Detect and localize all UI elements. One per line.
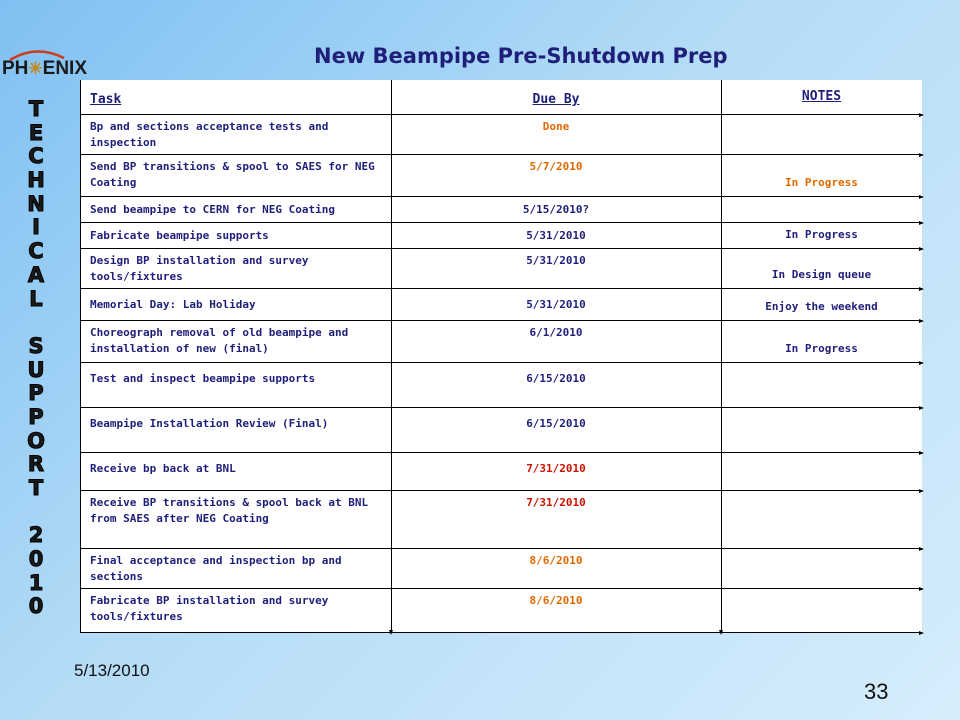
- banner-letter: H: [27, 168, 45, 193]
- table-row: [80, 196, 922, 223]
- banner-letter: L: [29, 286, 43, 311]
- task-cell: Send BP transitions & spool to SAES for NEG Coating: [90, 160, 375, 189]
- header-due-by: Due By: [532, 92, 580, 107]
- notes-cell: [721, 407, 922, 452]
- task-cell: Bp and sections acceptance tests and inspection: [90, 120, 329, 149]
- table-row: [80, 548, 922, 589]
- task-cell: Choreograph removal of old beampipe and installation of new (final): [90, 326, 349, 355]
- due-date-cell: 7/31/2010: [526, 462, 586, 475]
- table-row: [80, 407, 922, 453]
- due-date-cell: 5/31/2010: [526, 254, 586, 267]
- header-task: Task: [90, 92, 122, 107]
- banner-letter: R: [27, 452, 45, 477]
- banner-letter: C: [28, 144, 44, 169]
- phenix-logo: [2, 48, 92, 82]
- logo-wordmark: PH✳ENIX: [2, 58, 88, 79]
- column-divider: [391, 80, 392, 632]
- banner-letter: T: [28, 97, 44, 121]
- column-arrow-icon: [389, 630, 393, 635]
- notes-cell: [721, 490, 922, 548]
- notes-cell: In Design queue: [771, 268, 872, 281]
- task-cell: Design BP installation and survey tools/fixtures: [90, 254, 309, 283]
- task-table: [80, 80, 922, 632]
- banner-letter: 0: [28, 547, 44, 572]
- table-header-row: [80, 80, 922, 115]
- banner-letter: 2: [28, 523, 44, 548]
- table-row: [80, 362, 922, 408]
- due-date-cell: 5/31/2010: [526, 229, 586, 242]
- column-divider: [80, 80, 81, 632]
- notes-cell: [721, 362, 922, 407]
- due-date-cell: 5/7/2010: [529, 160, 583, 173]
- table-row: [80, 588, 922, 633]
- notes-cell: In Progress: [785, 342, 858, 355]
- task-cell: Test and inspect beampipe supports: [90, 372, 316, 385]
- banner-letter: 1: [28, 570, 44, 595]
- notes-cell: [721, 588, 922, 632]
- logo-star-icon: ✳: [28, 59, 43, 78]
- due-date-cell: 5/15/2010?: [522, 203, 590, 216]
- column-arrow-icon: [719, 630, 723, 635]
- due-date-cell: 8/6/2010: [529, 594, 583, 607]
- due-date-cell: Done: [542, 120, 570, 133]
- banner-letter: E: [28, 120, 44, 145]
- table-row: [80, 320, 922, 363]
- banner-letter: O: [27, 428, 45, 453]
- due-date-cell: 8/6/2010: [529, 554, 583, 567]
- banner-letter: N: [27, 191, 45, 216]
- footer-date: 5/13/2010: [74, 661, 150, 680]
- due-date-cell: 5/31/2010: [526, 298, 586, 311]
- notes-cell: In Progress: [785, 228, 858, 241]
- notes-cell: [721, 196, 922, 222]
- banner-letter: 0: [28, 594, 44, 619]
- notes-cell: [721, 114, 922, 154]
- table-row: [80, 222, 922, 249]
- banner-letter: S: [28, 333, 44, 358]
- task-cell: Final acceptance and inspection bp and sections: [90, 554, 342, 583]
- notes-cell: In Progress: [785, 176, 858, 189]
- notes-cell: [721, 452, 922, 490]
- banner-letter: P: [28, 404, 44, 429]
- page-number: 33: [864, 679, 889, 704]
- table-row: [80, 248, 922, 289]
- due-date-cell: 6/15/2010: [526, 417, 586, 430]
- task-cell: Receive BP transitions & spool back at BNL from SAES after NEG Coating: [90, 496, 369, 525]
- banner-letter: T: [28, 476, 44, 500]
- task-cell: Receive bp back at BNL: [90, 462, 236, 475]
- table-row: [80, 490, 922, 549]
- table-row: [80, 452, 922, 491]
- notes-cell: [721, 548, 922, 588]
- banner-letter: P: [28, 381, 44, 406]
- banner-letter: C: [28, 239, 44, 264]
- page-title: New Beampipe Pre-Shutdown Prep: [314, 44, 728, 68]
- task-cell: Send beampipe to CERN for NEG Coating: [90, 203, 336, 216]
- technical-support-banner: [22, 98, 50, 619]
- due-date-cell: 6/1/2010: [529, 326, 583, 339]
- table-row: [80, 154, 922, 197]
- task-cell: Memorial Day: Lab Holiday: [90, 298, 256, 311]
- notes-cell: Enjoy the weekend: [765, 300, 878, 313]
- banner-letter: I: [32, 215, 40, 240]
- banner-letter: A: [27, 262, 45, 287]
- task-cell: Fabricate beampipe supports: [90, 229, 269, 242]
- banner-letter: [22, 501, 50, 525]
- due-date-cell: 6/15/2010: [526, 372, 586, 385]
- task-cell: Fabricate BP installation and survey tools/fixtures: [90, 594, 329, 623]
- banner-letter: U: [27, 357, 45, 382]
- table-row: [80, 288, 922, 321]
- row-arrow-icon: [919, 631, 924, 635]
- due-date-cell: 7/31/2010: [526, 496, 586, 509]
- column-divider: [721, 80, 722, 632]
- task-cell: Beampipe Installation Review (Final): [90, 417, 329, 430]
- table-row: [80, 114, 922, 155]
- banner-letter: [22, 311, 50, 335]
- header-notes: NOTES: [801, 89, 842, 104]
